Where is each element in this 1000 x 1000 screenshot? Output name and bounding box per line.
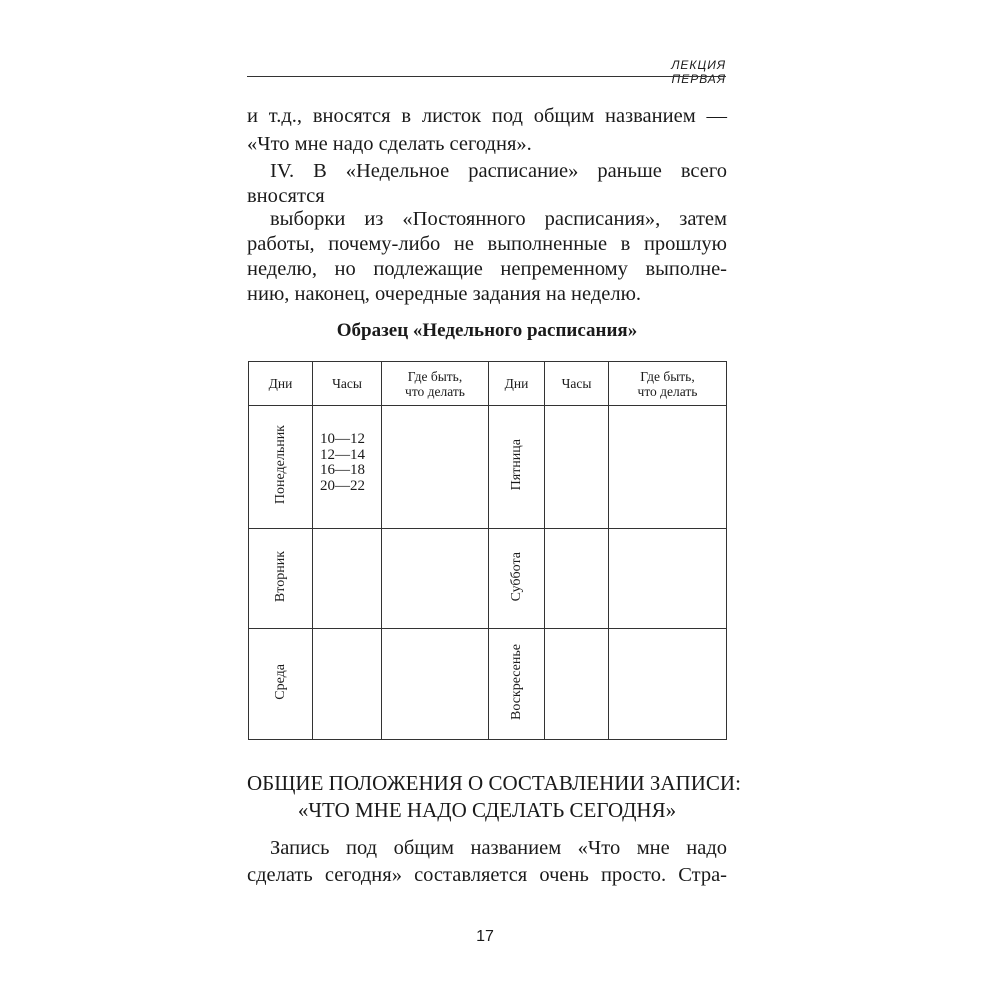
- empty-cell: [609, 529, 727, 629]
- hour-range: 10—12: [320, 431, 365, 447]
- header-days: Дни: [249, 362, 313, 406]
- table-title: Образец «Недельного расписания»: [336, 320, 638, 341]
- day-cell-wednesday: [249, 629, 313, 740]
- weekly-schedule-table: [248, 361, 727, 740]
- hour-range: 12—14: [320, 446, 365, 463]
- paragraph-line: IV. В «Недельное расписание» раньше всего: [270, 160, 727, 182]
- paragraph-line: нию, наконец, очередные задания на неделю.: [247, 283, 642, 305]
- day-label: Суббота: [508, 551, 524, 602]
- table-row: [249, 629, 727, 740]
- day-cell-monday: [249, 406, 313, 529]
- header-where-what: Где быть, что делать: [382, 362, 489, 406]
- empty-cell: [313, 529, 382, 629]
- header-rule: [247, 76, 726, 77]
- day-cell-sunday: [489, 629, 545, 740]
- paragraph-line: вносятся: [247, 185, 325, 207]
- hours-cell-monday: [313, 406, 382, 529]
- paragraph-line: «Что мне надо сделать сегодня».: [247, 133, 532, 155]
- section-heading-line: ОБЩИЕ ПОЛОЖЕНИЯ О СОСТАВЛЕНИИ ЗАПИСИ:: [247, 771, 741, 795]
- empty-cell: [382, 629, 489, 740]
- empty-cell: [545, 406, 609, 529]
- page-number: 17: [476, 928, 494, 945]
- section-heading-line: «ЧТО МНЕ НАДО СДЕЛАТЬ СЕГОДНЯ»: [297, 798, 677, 822]
- empty-cell: [609, 406, 727, 529]
- table-row: [249, 406, 727, 529]
- paragraph-line: выборки из «Постоянного расписания», затем: [270, 208, 727, 230]
- paragraph-line: Запись под общим названием «Что мне надо: [270, 837, 727, 859]
- day-cell-saturday: [489, 529, 545, 629]
- paragraph-line: неделю, но подлежащие непременному выполне-: [247, 258, 727, 280]
- paragraph-line: и т.д., вносятся в листок под общим названием —: [247, 105, 727, 127]
- hour-range: 16—18: [320, 462, 365, 478]
- day-label: Пятница: [508, 439, 524, 491]
- paragraph-line: сделать сегодня» составляется очень просто. Стра-: [247, 864, 727, 886]
- empty-cell: [545, 629, 609, 740]
- day-cell-tuesday: [249, 529, 313, 629]
- empty-cell: [609, 629, 727, 740]
- paragraph-line: работы, почему-либо не выполненные в прошлую: [247, 233, 727, 255]
- header-hours: Часы: [313, 362, 382, 406]
- day-label: Вторник: [272, 550, 288, 603]
- header-days: Дни: [489, 362, 545, 406]
- empty-cell: [382, 529, 489, 629]
- header-where-what: Где быть, что делать: [609, 362, 727, 406]
- table-row: [249, 529, 727, 629]
- day-cell-friday: [489, 406, 545, 529]
- day-label: Воскресенье: [508, 644, 524, 720]
- empty-cell: [313, 629, 382, 740]
- day-label: Среда: [272, 664, 288, 700]
- empty-cell: [545, 529, 609, 629]
- header-hours: Часы: [545, 362, 609, 406]
- running-head: ЛЕКЦИЯ ПЕРВАЯ: [671, 58, 726, 86]
- hour-range: 20—22: [320, 477, 365, 494]
- day-label: Понедельник: [272, 425, 288, 505]
- empty-cell: [382, 406, 489, 529]
